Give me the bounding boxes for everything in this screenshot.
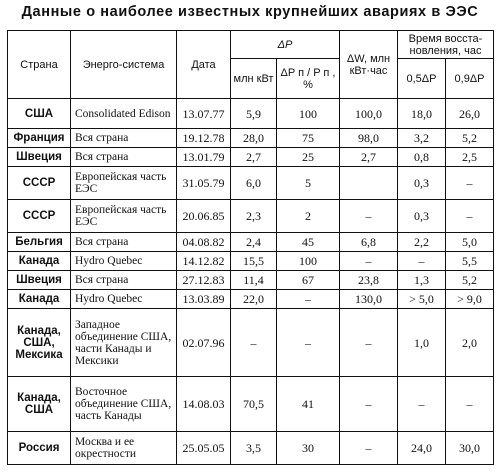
accidents-table (7, 30, 494, 465)
cell-r05: 1,0 (398, 309, 446, 377)
header-dw: ΔW, млн кВт·час (340, 31, 398, 99)
cell-country: Швеция (8, 271, 71, 290)
cell-system: Западное объединение США, части Канады и Мексики (71, 309, 177, 377)
cell-country: Бельгия (8, 233, 71, 252)
cell-r05: 24,0 (398, 432, 446, 465)
cell-r05: 0,3 (398, 167, 446, 200)
cell-mw: 2,7 (231, 148, 277, 167)
cell-dw (340, 167, 398, 200)
cell-r05: – (398, 252, 446, 271)
cell-mw: 2,4 (231, 233, 277, 252)
cell-country: Россия (8, 432, 71, 465)
cell-mw: 15,5 (231, 252, 277, 271)
cell-pct: 75 (277, 129, 340, 148)
cell-pct: 100 (277, 252, 340, 271)
header-date: Дата (177, 31, 231, 99)
cell-pct: 5 (277, 167, 340, 200)
header-dp-mw: млн кВт (231, 59, 277, 99)
table-row (8, 271, 494, 290)
cell-system: Вся страна (71, 233, 177, 252)
header-restore: Время восста-новления, час (398, 31, 494, 59)
cell-r09: 30,0 (446, 432, 494, 465)
cell-r05: 18,0 (398, 99, 446, 129)
cell-dw: – (340, 252, 398, 271)
table-row (8, 377, 494, 432)
table-row (8, 432, 494, 465)
cell-country: СССР (8, 167, 71, 200)
cell-system: Hydro Quebec (71, 252, 177, 271)
cell-system: Европейская часть ЕЭС (71, 167, 177, 200)
cell-date: 13.01.79 (177, 148, 231, 167)
cell-mw: 22,0 (231, 290, 277, 309)
cell-r09: 5,0 (446, 233, 494, 252)
header-dp: ΔP (231, 31, 340, 59)
cell-mw: – (231, 309, 277, 377)
header-r09: 0,9ΔP (446, 59, 494, 99)
cell-system: Вся страна (71, 129, 177, 148)
cell-system: Hydro Quebec (71, 290, 177, 309)
cell-date: 19.12.78 (177, 129, 231, 148)
cell-dw: 2,7 (340, 148, 398, 167)
cell-pct: 2 (277, 200, 340, 233)
cell-r09: – (446, 167, 494, 200)
cell-r05: – (398, 377, 446, 432)
cell-r09: 2,0 (446, 309, 494, 377)
cell-date: 25.05.05 (177, 432, 231, 465)
table-row (8, 167, 494, 200)
cell-r09: 5,5 (446, 252, 494, 271)
cell-pct: 45 (277, 233, 340, 252)
cell-dw: 130,0 (340, 290, 398, 309)
cell-dw: 6,8 (340, 233, 398, 252)
cell-pct: 25 (277, 148, 340, 167)
cell-r09: 5,2 (446, 271, 494, 290)
cell-mw: 11,4 (231, 271, 277, 290)
table-title: Данные о наиболее известных крупнейших авариях в ЭЭС (21, 4, 479, 20)
cell-r09: > 9,0 (446, 290, 494, 309)
cell-mw: 6,0 (231, 167, 277, 200)
cell-r09: – (446, 200, 494, 233)
cell-date: 02.07.96 (177, 309, 231, 377)
cell-r09: 2,5 (446, 148, 494, 167)
cell-dw: 23,8 (340, 271, 398, 290)
cell-mw: 2,3 (231, 200, 277, 233)
cell-country: Канада (8, 252, 71, 271)
cell-mw: 5,9 (231, 99, 277, 129)
cell-r05: 0,8 (398, 148, 446, 167)
cell-dw: – (340, 377, 398, 432)
cell-r05: 0,3 (398, 200, 446, 233)
cell-system: Европейская часть ЕЭС (71, 200, 177, 233)
cell-pct: 67 (277, 271, 340, 290)
table-row (8, 99, 494, 129)
cell-mw: 28,0 (231, 129, 277, 148)
cell-date: 31.05.79 (177, 167, 231, 200)
header-system: Энерго-система (71, 31, 177, 99)
cell-pct: – (277, 290, 340, 309)
header-country: Страна (8, 31, 71, 99)
cell-pct: 41 (277, 377, 340, 432)
cell-r09: 5,2 (446, 129, 494, 148)
cell-pct: – (277, 309, 340, 377)
cell-r09: 26,0 (446, 99, 494, 129)
cell-system: Consolidated Edison (71, 99, 177, 129)
cell-system: Вся страна (71, 148, 177, 167)
cell-country: Канада (8, 290, 71, 309)
table-row (8, 148, 494, 167)
cell-date: 14.08.03 (177, 377, 231, 432)
cell-dw: – (340, 309, 398, 377)
cell-r05: > 5,0 (398, 290, 446, 309)
cell-country: США (8, 99, 71, 129)
cell-country: Швеция (8, 148, 71, 167)
cell-date: 27.12.83 (177, 271, 231, 290)
cell-dw: – (340, 200, 398, 233)
cell-system: Москва и ее окрестности (71, 432, 177, 465)
cell-date: 14.12.82 (177, 252, 231, 271)
table-row (8, 129, 494, 148)
cell-r05: 3,2 (398, 129, 446, 148)
table-row (8, 200, 494, 233)
cell-date: 13.07.77 (177, 99, 231, 129)
cell-r09: – (446, 377, 494, 432)
cell-system: Вся страна (71, 271, 177, 290)
cell-mw: 3,5 (231, 432, 277, 465)
cell-pct: 30 (277, 432, 340, 465)
cell-dw: 98,0 (340, 129, 398, 148)
header-dp-pct: ΔP п / P п , % (277, 59, 340, 99)
cell-r05: 2,2 (398, 233, 446, 252)
cell-country: Канада, США (8, 377, 71, 432)
cell-country: Франция (8, 129, 71, 148)
cell-pct: 100 (277, 99, 340, 129)
cell-date: 04.08.82 (177, 233, 231, 252)
cell-mw: 70,5 (231, 377, 277, 432)
cell-dw: – (340, 432, 398, 465)
cell-date: 13.03.89 (177, 290, 231, 309)
table-row (8, 233, 494, 252)
cell-date: 20.06.85 (177, 200, 231, 233)
cell-dw: 100,0 (340, 99, 398, 129)
cell-country: СССР (8, 200, 71, 233)
table-row (8, 252, 494, 271)
cell-system: Восточное объединение США, часть Канады (71, 377, 177, 432)
cell-r05: 1,3 (398, 271, 446, 290)
table-row (8, 290, 494, 309)
table-row (8, 309, 494, 377)
header-r05: 0,5ΔP (398, 59, 446, 99)
cell-country: Канада, США, Мексика (8, 309, 71, 377)
